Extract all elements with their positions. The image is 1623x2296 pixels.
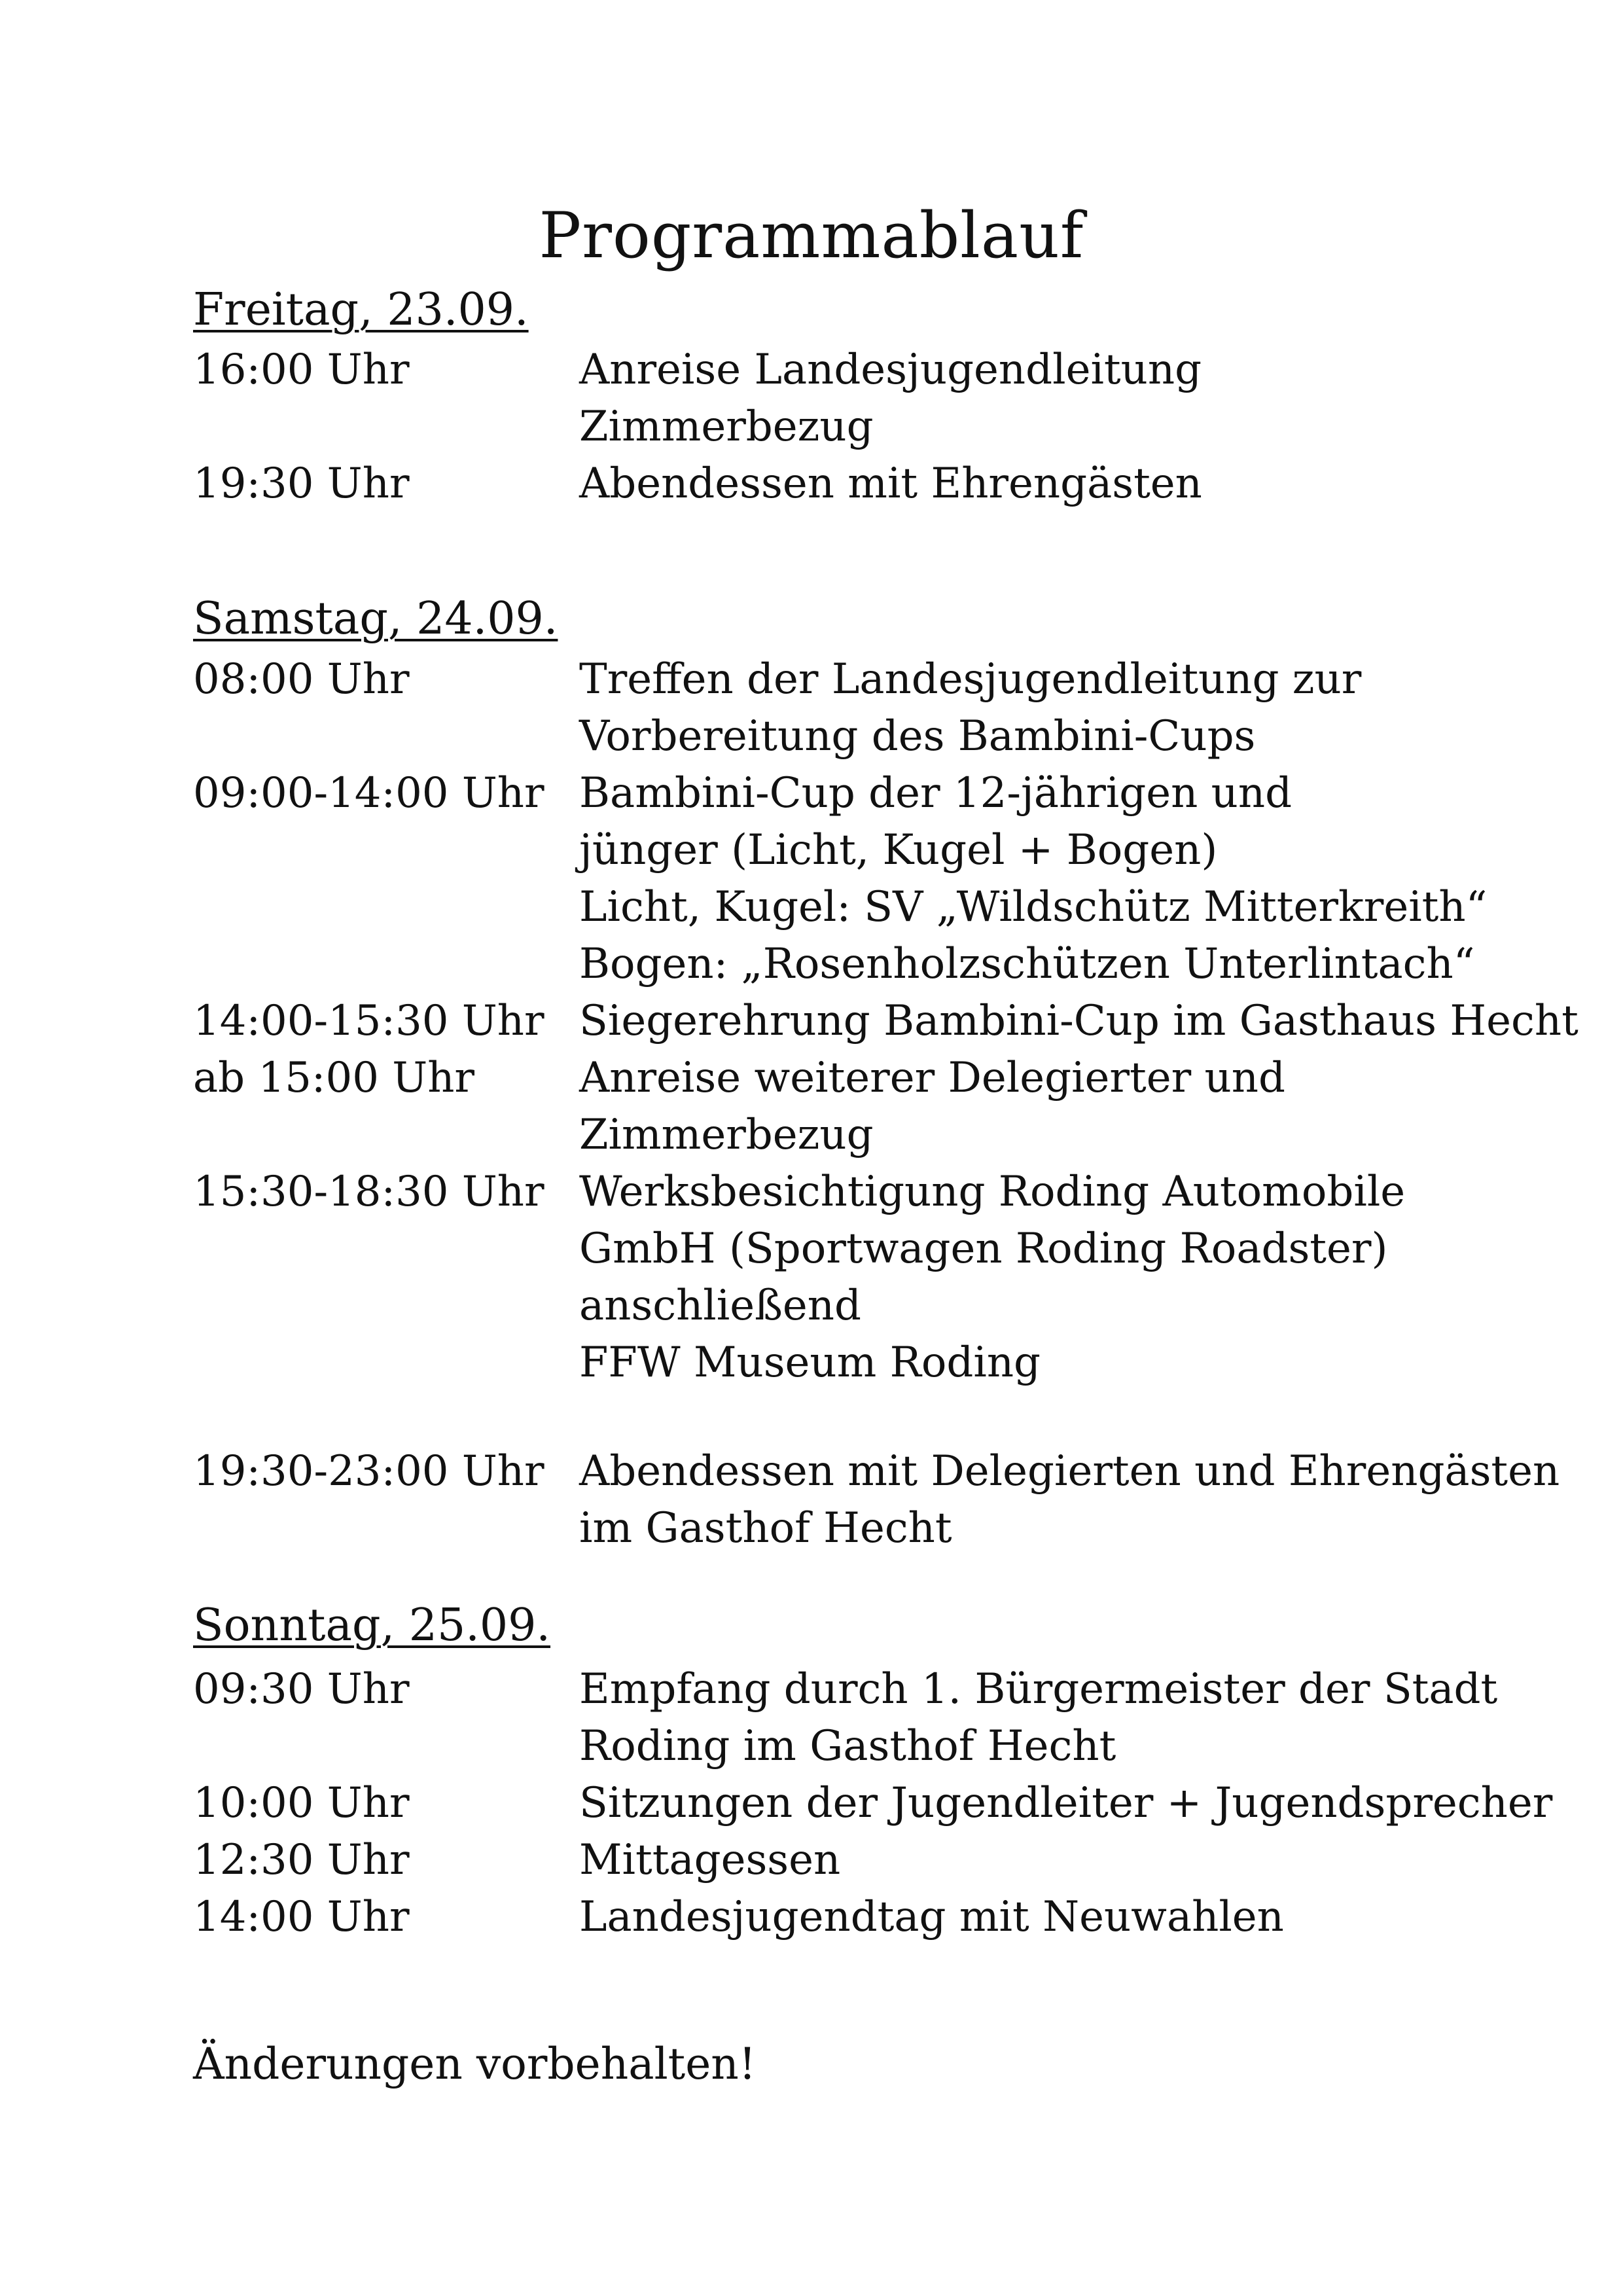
entry-text	[579, 1050, 1495, 1164]
entry-time: 16:00 Uhr	[193, 346, 410, 394]
entry-time: 15:30-18:30 Uhr	[193, 1168, 544, 1216]
entry-line: Anreise weiterer Delegierter und	[579, 1054, 1285, 1102]
entry-time: 14:00 Uhr	[193, 1893, 410, 1941]
entry-time: ab 15:00 Uhr	[193, 1054, 474, 1102]
day-heading-saturday: Samstag, 24.09.	[193, 593, 558, 645]
entry-time: 10:00 Uhr	[193, 1779, 410, 1827]
entry-line: Licht, Kugel: SV „Wildschütz Mitterkreith“	[579, 883, 1488, 931]
entry-line: GmbH (Sportwagen Roding Roadster)	[579, 1225, 1388, 1273]
entry-line: Bambini-Cup der 12-jährigen und	[579, 769, 1293, 817]
entry-line: Treffen der Landesjugendleitung zur	[579, 655, 1362, 704]
entry-text	[579, 1889, 1495, 1946]
entry-time: 09:30 Uhr	[193, 1665, 410, 1713]
entry-text	[579, 1661, 1498, 1775]
entry-text	[579, 456, 1495, 512]
entry-line: Bogen: „Rosenholzschützen Unterlintach“	[579, 940, 1475, 988]
entry-line: Roding im Gasthof Hecht	[579, 1722, 1116, 1770]
entry-line: Sitzungen der Jugendleiter + Jugendsprecher	[579, 1779, 1553, 1827]
entry-text	[579, 342, 1495, 456]
entry-line: Mittagessen	[579, 1836, 841, 1884]
footer-note: Änderungen vorbehalten!	[193, 2039, 757, 2089]
entry-line: anschließend	[579, 1282, 861, 1330]
entry-text	[579, 1164, 1495, 1391]
entry-line: Abendessen mit Delegierten und Ehrengästen	[579, 1447, 1560, 1496]
day-heading-friday: Freitag, 23.09.	[193, 284, 529, 336]
entry-text	[579, 765, 1495, 993]
entry-line: FFW Museum Roding	[579, 1338, 1041, 1387]
entry-line: Empfang durch 1. Bürgermeister der Stadt	[579, 1665, 1498, 1713]
entry-line: Landesjugendtag mit Neuwahlen	[579, 1893, 1284, 1941]
entry-time: 09:00-14:00 Uhr	[193, 769, 544, 817]
entry-text	[579, 1775, 1553, 1832]
day-heading-sunday: Sonntag, 25.09.	[193, 1600, 551, 1651]
entry-line: Siegerehrung Bambini-Cup im Gasthaus Hecht	[579, 997, 1578, 1045]
entry-line: Zimmerbezug	[579, 403, 874, 451]
entry-line: Anreise Landesjugendleitung	[579, 346, 1202, 394]
entry-line: Zimmerbezug	[579, 1111, 874, 1159]
entry-line: Werksbesichtigung Roding Automobile	[579, 1168, 1406, 1216]
entry-line: jünger (Licht, Kugel + Bogen)	[579, 826, 1218, 874]
entry-line: Abendessen mit Ehrengästen	[579, 459, 1202, 508]
entry-text	[579, 651, 1495, 765]
entry-time: 14:00-15:30 Uhr	[193, 997, 544, 1045]
entry-time: 19:30-23:00 Uhr	[193, 1447, 544, 1496]
entry-text	[579, 1832, 1495, 1889]
page-title: Programmablauf	[539, 199, 1084, 272]
entry-text	[579, 993, 1578, 1050]
entry-line: Vorbereitung des Bambini-Cups	[579, 712, 1256, 761]
entry-text	[579, 1443, 1560, 1557]
entry-time: 12:30 Uhr	[193, 1836, 410, 1884]
entry-line: im Gasthof Hecht	[579, 1504, 952, 1552]
entry-time: 08:00 Uhr	[193, 655, 410, 704]
entry-time: 19:30 Uhr	[193, 459, 410, 508]
